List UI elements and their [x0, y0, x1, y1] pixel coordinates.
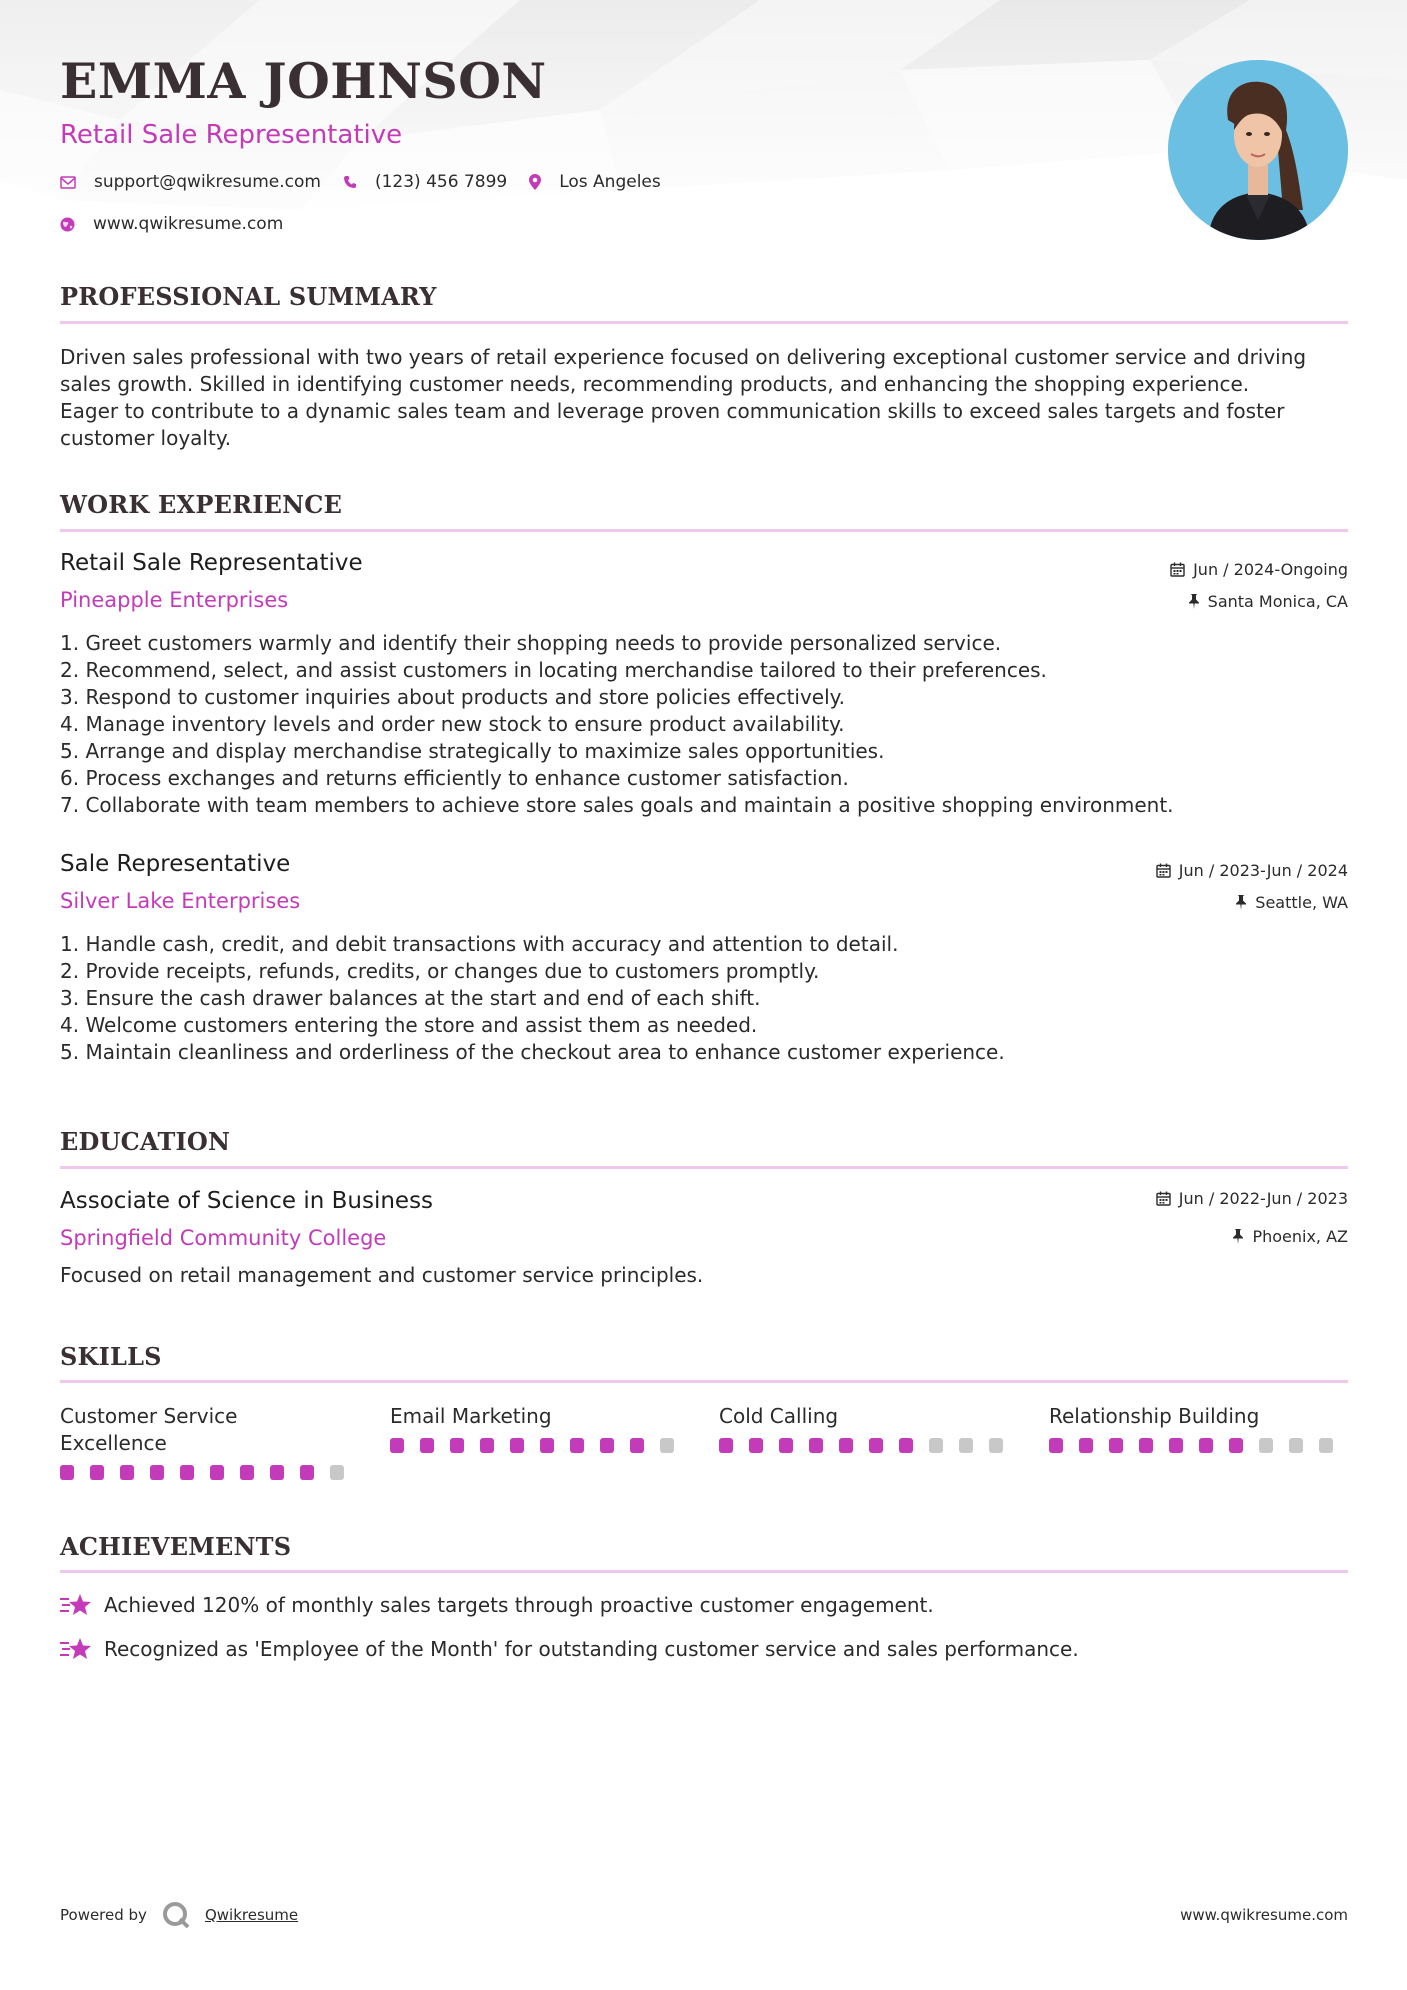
list-item: 4. Welcome customers entering the store and assist them as needed. [60, 1013, 758, 1037]
map-pin-icon [529, 174, 541, 190]
skill-label-line: Excellence [60, 1431, 167, 1455]
phone-icon [343, 175, 357, 189]
skill-dot-filled [480, 1438, 494, 1453]
contact-website[interactable] [60, 214, 283, 234]
star-icon [60, 1636, 92, 1662]
skill-dot-filled [1199, 1438, 1213, 1453]
skill-dot-empty [660, 1438, 674, 1453]
candidate-name: EMMA JOHNSON [60, 52, 547, 110]
skill-dot-empty [330, 1465, 344, 1480]
experience-heading: WORK EXPERIENCE [60, 490, 343, 519]
education-location-text: Phoenix, AZ [1252, 1227, 1348, 1246]
job-duties [60, 630, 1348, 819]
skill-dot-filled [779, 1438, 793, 1453]
job-location [1188, 592, 1348, 611]
skill-dot-filled [1079, 1438, 1093, 1453]
skill-dot-filled [420, 1438, 434, 1453]
skill-rating [60, 1465, 360, 1480]
summary-text [60, 344, 1348, 452]
skill-dot-empty [929, 1438, 943, 1453]
skill-dot-empty [1319, 1438, 1333, 1453]
job-role: Retail Sale Representative [60, 550, 363, 576]
list-item: 7. Collaborate with team members to achieve store sales goals and maintain a positive shopping environment. [60, 793, 1174, 817]
summary-line: customer loyalty. [60, 426, 232, 450]
summary-line: Driven sales professional with two years of retail experience focused on delivering exceptional customer service and driving [60, 345, 1307, 369]
skill-dot-filled [300, 1465, 314, 1480]
achievement-text: Achieved 120% of monthly sales targets through proactive customer engagement. [104, 1593, 934, 1617]
phone-text: (123) 456 7899 [374, 172, 508, 192]
list-item: 1. Greet customers warmly and identify their shopping needs to provide personalized service. [60, 631, 1002, 655]
skill-dot-filled [809, 1438, 823, 1453]
job-location [1235, 893, 1348, 912]
list-item: 3. Respond to customer inquiries about products and store policies effectively. [60, 685, 846, 709]
job-role: Sale Representative [60, 851, 291, 877]
profile-photo [1168, 60, 1348, 240]
skill-dot-filled [120, 1465, 134, 1480]
brand-link[interactable]: Qwikresume [204, 1906, 299, 1924]
skill-dot-filled [719, 1438, 733, 1453]
pushpin-icon [1188, 594, 1200, 609]
calendar-icon [1156, 1191, 1171, 1206]
contact-email[interactable] [60, 172, 321, 192]
website-text: www.qwikresume.com [93, 214, 284, 234]
skill-dot-filled [1169, 1438, 1183, 1453]
qwikresume-logo-icon [161, 1900, 193, 1930]
skill-label [60, 1403, 360, 1457]
skill-dot-empty [1259, 1438, 1273, 1453]
skill-dot-filled [450, 1438, 464, 1453]
skill-dot-empty [1289, 1438, 1303, 1453]
contact-phone[interactable] [343, 172, 507, 192]
location-text: Los Angeles [559, 172, 661, 192]
skill-item [1049, 1403, 1349, 1453]
skill-dot-filled [60, 1465, 74, 1480]
candidate-title: Retail Sale Representative [60, 120, 403, 150]
skill-dot-filled [210, 1465, 224, 1480]
education-divider [60, 1166, 1348, 1169]
skill-rating [719, 1438, 1019, 1453]
skill-item [390, 1403, 690, 1453]
footer-powered-by [60, 1900, 298, 1930]
skill-dot-filled [839, 1438, 853, 1453]
skill-dot-filled [150, 1465, 164, 1480]
skills-heading: SKILLS [60, 1342, 162, 1371]
achievement-item [60, 1636, 1079, 1662]
skill-label: Email Marketing [390, 1404, 552, 1428]
calendar-icon [1170, 562, 1185, 577]
education-dates-text: Jun / 2022-Jun / 2023 [1178, 1189, 1348, 1208]
summary-line: Eager to contribute to a dynamic sales team and leverage proven communication skills to exceed sales targets and foster [60, 399, 1285, 423]
summary-line: sales growth. Skilled in identifying customer needs, recommending products, and enhancing the shopping experience. [60, 372, 1250, 396]
footer-website[interactable]: www.qwikresume.com [1180, 1906, 1348, 1924]
skill-dot-filled [1229, 1438, 1243, 1453]
skill-dot-filled [749, 1438, 763, 1453]
skill-dot-filled [1109, 1438, 1123, 1453]
job-location-text: Santa Monica, CA [1207, 592, 1348, 611]
envelope-icon [60, 176, 76, 189]
list-item: 1. Handle cash, credit, and debit transactions with accuracy and attention to detail. [60, 932, 899, 956]
skill-dot-filled [540, 1438, 554, 1453]
achievements-divider [60, 1570, 1348, 1573]
email-text: support@qwikresume.com [94, 172, 321, 192]
job-company: Pineapple Enterprises [60, 588, 289, 612]
list-item: 2. Provide receipts, refunds, credits, or changes due to customers promptly. [60, 959, 820, 983]
avatar-illustration [1168, 60, 1348, 240]
globe-icon [60, 217, 75, 232]
skill-dot-filled [180, 1465, 194, 1480]
list-item: 4. Manage inventory levels and order new stock to ensure product availability. [60, 712, 845, 736]
job-dates-text: Jun / 2023-Jun / 2024 [1178, 861, 1348, 880]
summary-heading: PROFESSIONAL SUMMARY [60, 282, 437, 311]
star-icon [60, 1592, 92, 1618]
experience-divider [60, 529, 1348, 532]
powered-by-label: Powered by [60, 1906, 147, 1924]
skill-label: Cold Calling [719, 1404, 839, 1428]
job-company: Silver Lake Enterprises [60, 889, 301, 913]
pushpin-icon [1235, 895, 1247, 910]
list-item: 3. Ensure the cash drawer balances at the start and end of each shift. [60, 986, 761, 1010]
skill-rating [1049, 1438, 1349, 1453]
list-item: 5. Arrange and display merchandise strategically to maximize sales opportunities. [60, 739, 885, 763]
skill-dot-filled [1049, 1438, 1063, 1453]
pushpin-icon [1232, 1229, 1244, 1244]
skill-dot-filled [270, 1465, 284, 1480]
job-dates [1156, 861, 1348, 880]
list-item: 6. Process exchanges and returns efficiently to enhance customer satisfaction. [60, 766, 849, 790]
job-dates [1170, 560, 1348, 579]
education-heading: EDUCATION [60, 1127, 231, 1156]
list-item: 2. Recommend, select, and assist customers in locating merchandise tailored to their preferences. [60, 658, 1047, 682]
skill-item [60, 1403, 360, 1480]
contact-row [60, 172, 683, 192]
skill-dot-empty [989, 1438, 1003, 1453]
job-location-text: Seattle, WA [1255, 893, 1348, 912]
contact-row-2 [60, 214, 305, 234]
skill-dot-filled [600, 1438, 614, 1453]
skill-dot-filled [899, 1438, 913, 1453]
skill-item [719, 1403, 1019, 1453]
skill-dot-filled [630, 1438, 644, 1453]
contact-location [529, 172, 661, 192]
skill-dot-filled [90, 1465, 104, 1480]
job-dates-text: Jun / 2024-Ongoing [1193, 560, 1348, 579]
achievements-heading: ACHIEVEMENTS [60, 1532, 292, 1561]
summary-divider [60, 321, 1348, 324]
job-duties [60, 931, 1348, 1066]
list-item: 5. Maintain cleanliness and orderliness of the checkout area to enhance customer experience. [60, 1040, 1005, 1064]
skills-divider [60, 1380, 1348, 1383]
skill-rating [390, 1438, 690, 1453]
education-description: Focused on retail management and customer service principles. [60, 1263, 704, 1287]
calendar-icon [1156, 863, 1171, 878]
education-dates [1156, 1189, 1348, 1208]
skill-dot-filled [570, 1438, 584, 1453]
skill-dot-empty [959, 1438, 973, 1453]
skill-dot-filled [1139, 1438, 1153, 1453]
education-location [1232, 1227, 1348, 1246]
skill-label: Relationship Building [1049, 1404, 1260, 1428]
school-name: Springfield Community College [60, 1226, 387, 1250]
achievement-text: Recognized as 'Employee of the Month' for outstanding customer service and sales performance. [104, 1637, 1079, 1661]
skill-dot-filled [240, 1465, 254, 1480]
skill-dot-filled [390, 1438, 404, 1453]
achievement-item [60, 1592, 934, 1618]
skill-dot-filled [510, 1438, 524, 1453]
skill-label-line: Customer Service [60, 1404, 238, 1428]
degree-title: Associate of Science in Business [60, 1188, 434, 1214]
skill-dot-filled [869, 1438, 883, 1453]
